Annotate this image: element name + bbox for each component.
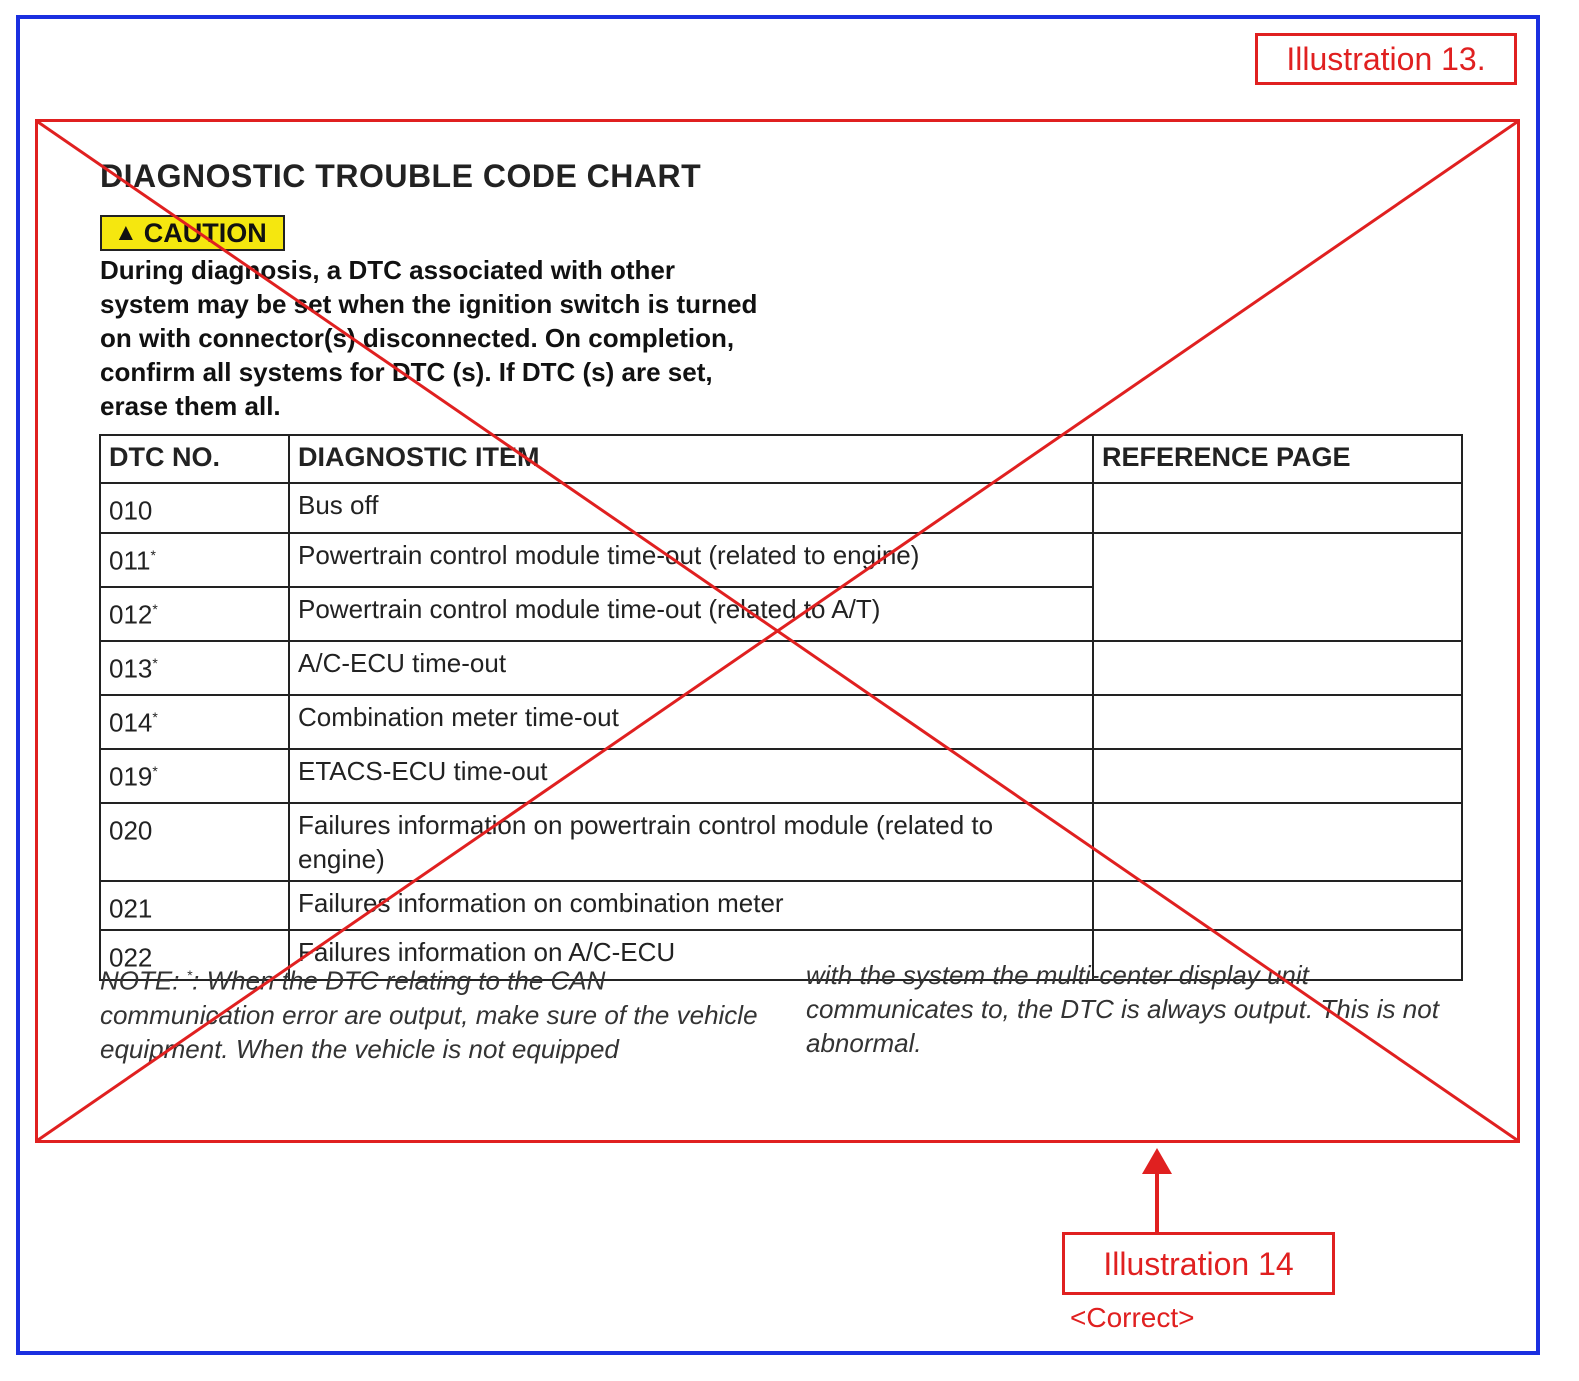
column-header-dtc-no: DTC NO. (100, 435, 289, 483)
illustration-14-label: Illustration 14 (1062, 1232, 1335, 1295)
diagnostic-item: Bus off (289, 483, 1093, 533)
diagnostic-item: Powertrain control module time-out (related to A/T) (289, 587, 1093, 641)
correct-label: <Correct> (1070, 1302, 1195, 1333)
note-text-right: with the system the multi-center display unit communicates to, the DTC is always output. This is not abnormal. (806, 960, 1439, 1058)
caution-text: During diagnosis, a DTC associated with other system may be set when the ignition switch is turned on with connector(s) disconnected. On completion, confirm all systems for DTC (s). If DTC (s) are set, erase them all. (100, 255, 758, 421)
dtc-code: 013* (100, 641, 289, 695)
diagnostic-item: Failures information on A/C-ECU (289, 930, 1093, 980)
diagnostic-item: A/C-ECU time-out (289, 641, 1093, 695)
warning-icon: ▲ (114, 219, 138, 246)
arrow-up-icon (1142, 1148, 1172, 1174)
diagnostic-item: Failures information on powertrain control module (related to engine) (289, 803, 1093, 881)
dtc-code: 019* (100, 749, 289, 803)
dtc-code: 020 (100, 803, 289, 881)
diagnostic-item: Failures information on combination meter (289, 881, 1093, 931)
caution-label: CAUTION (143, 217, 267, 248)
dtc-code: 014* (100, 695, 289, 749)
note-text-left: NOTE: *: When the DTC relating to the CAN communication error are output, make sure of the vehicle equipment. When the vehicle is not equipped (100, 965, 758, 1064)
diagnostic-item: Powertrain control module time-out (related to engine) (289, 533, 1093, 587)
dtc-code: 012* (100, 587, 289, 641)
dtc-code: 022 (100, 930, 289, 980)
diagnostic-item: Combination meter time-out (289, 695, 1093, 749)
diagnostic-item: ETACS-ECU time-out (289, 749, 1093, 803)
column-header-diagnostic-item: DIAGNOSTIC ITEM (289, 435, 1093, 483)
page-title: DIAGNOSTIC TROUBLE CODE CHART (100, 158, 702, 194)
dtc-code: 010 (100, 483, 289, 533)
column-header-reference-page: REFERENCE PAGE (1093, 435, 1462, 483)
illustration-13-label: Illustration 13. (1255, 33, 1517, 85)
dtc-code: 011* (100, 533, 289, 587)
dtc-code: 021 (100, 881, 289, 931)
